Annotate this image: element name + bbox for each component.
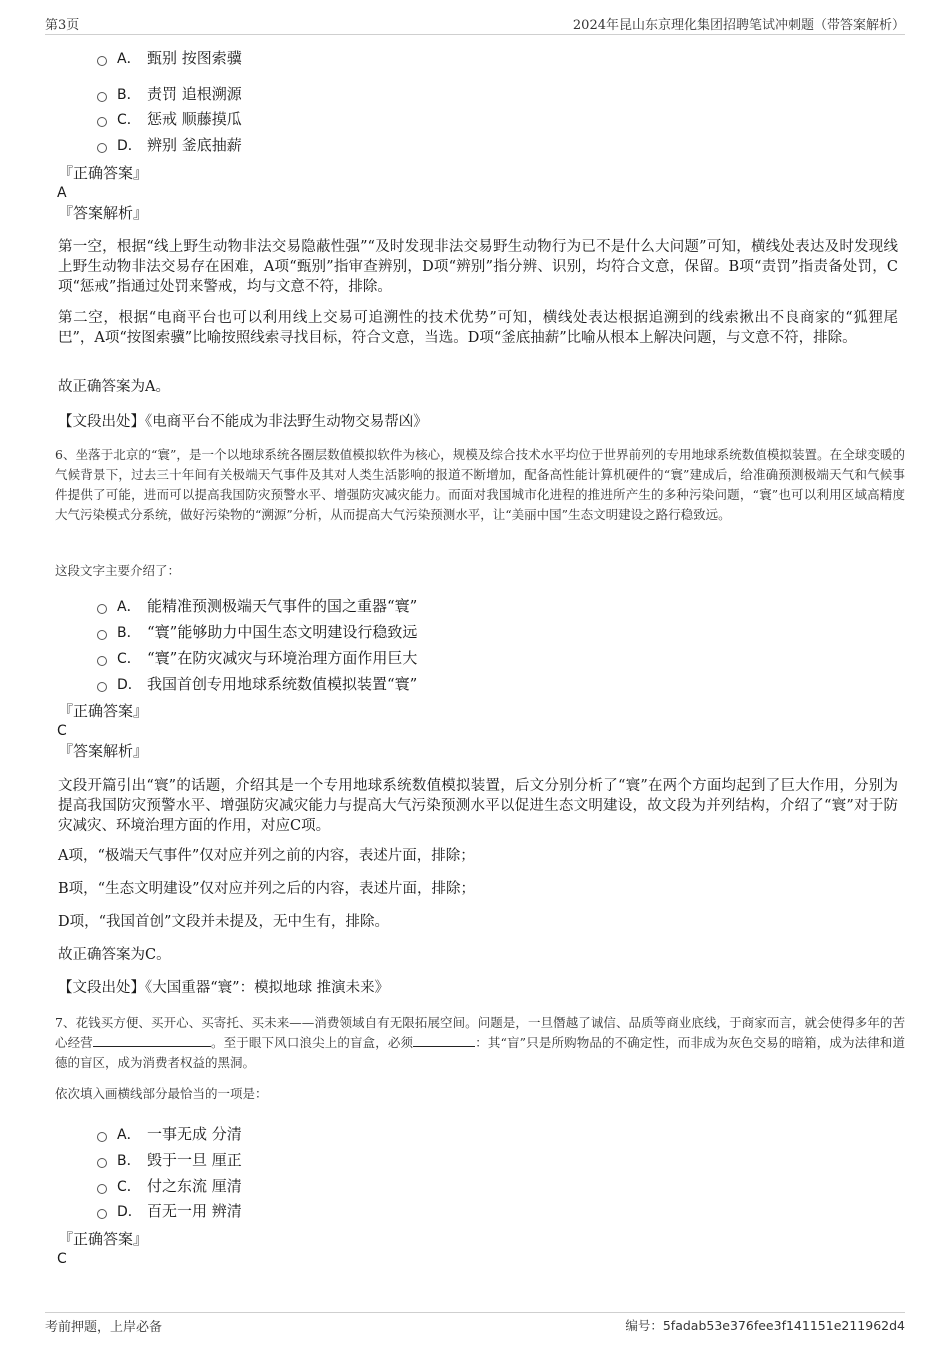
option-text: “寰”能够助力中国生态文明建设行稳致远 <box>147 623 418 641</box>
q6-option-d[interactable]: D． 我国首创专用地球系统数值模拟装置“寰” <box>97 674 417 694</box>
option-text: 百无一用 辨清 <box>147 1202 242 1220</box>
q6-analysis-label: 『答案解析』 <box>58 742 149 760</box>
q5-analysis-label: 『答案解析』 <box>58 204 149 222</box>
q5-answer: A <box>57 185 67 201</box>
option-text: 付之东流 厘清 <box>147 1177 242 1195</box>
radio-icon[interactable] <box>97 630 107 640</box>
q6-option-c[interactable]: C． “寰”在防灾减灾与环境治理方面作用巨大 <box>97 648 417 668</box>
q6-analysis-paragraph: D项，“我国首创”文段并未提及，无中生有，排除。 <box>58 914 389 930</box>
radio-icon[interactable] <box>97 682 107 692</box>
q6-source: 【文段出处】《大国重器“寰”：模拟地球 推演未来》 <box>58 980 390 996</box>
q7-stem: 7、花钱买方便、买开心、买寄托、买未来——消费领域自有无限拓展空间。问题是，一旦僭越了诚信、品质等商业底线，于商家而言，就会使得多年的苦心经营 。至于眼下风口浪尖上的盲盒，必须 ：其“盲”只是所购物品的不确定性，而非成为灰色交易的暗箱，成为法律和道德的盲区，成为消费者权益的黑洞。 <box>55 1015 905 1070</box>
q7-answer: C <box>57 1251 67 1267</box>
q7-answer-label: 『正确答案』 <box>58 1230 149 1248</box>
q6-stem: 6、坐落于北京的“寰”，是一个以地球系统各圈层数值模拟软件为核心，规模及综合技术水平均位于世界前列的专用地球系统数值模拟装置。在全球变暖的气候背景下，过去三十年间有关极端天气事件及其对人类生活影响的报道不断增加，配备高性能计算机硬件的“寰”建成后，给准确预测极端天气和气候事件提供了可能，进而可以提高我国防灾预警水平、增强防灾减灾能力。而面对我国城市化进程的推进所产生的多种污染问题，“寰”也可以利用区域高精度大气污染模式分系统，做好污染物的“溯源”分析，从而提高大气污染预测水平，让“美丽中国”生态文明建设之路行稳致远。 <box>55 447 905 522</box>
radio-icon[interactable] <box>97 1184 107 1194</box>
q7-prompt: 依次填入画横线部分最恰当的一项是： <box>55 1086 268 1101</box>
option-text: 能精准预测极端天气事件的国之重器“寰” <box>147 597 418 615</box>
q6-analysis-paragraph: 文段开篇引出“寰”的话题，介绍其是一个专用地球系统数值模拟装置，后文分别分析了“寰”在两个方面均起到了巨大作用，分别为提高我国防灾预警水平、增强防灾减灾能力与提高大气污染预测水平以促进生态文明建设，故文段为并列结构，介绍了“寰”对于防灾减灾、环境治理方面的作用，对应C项。 <box>58 778 898 834</box>
q7-option-b[interactable]: B． 毁于一旦 厘正 <box>97 1150 242 1170</box>
fill-blank <box>413 1034 475 1047</box>
footer-slogan: 考前押题，上岸必备 <box>45 1320 163 1335</box>
radio-icon[interactable] <box>97 92 107 102</box>
radio-icon[interactable] <box>97 56 107 66</box>
radio-icon[interactable] <box>97 117 107 127</box>
option-text: 惩戒 顺藤摸瓜 <box>147 110 242 128</box>
q6-analysis-conclusion: 故正确答案为C。 <box>58 947 171 963</box>
page-header <box>45 14 905 35</box>
radio-icon[interactable] <box>97 1158 107 1168</box>
option-text: 辨别 釜底抽薪 <box>147 136 242 154</box>
q5-option-b[interactable]: B． 责罚 追根溯源 <box>97 84 242 104</box>
radio-icon[interactable] <box>97 656 107 666</box>
q5-option-a[interactable]: A． 甄别 按图索骥 <box>97 48 242 68</box>
q7-option-a[interactable]: A． 一事无成 分清 <box>97 1124 242 1144</box>
fill-blank <box>93 1034 211 1047</box>
q6-prompt: 这段文字主要介绍了： <box>55 563 181 578</box>
option-text: 甄别 按图索骥 <box>147 49 242 67</box>
q6-answer-label: 『正确答案』 <box>58 702 149 720</box>
q7-option-c[interactable]: C． 付之东流 厘清 <box>97 1176 242 1196</box>
q5-analysis-paragraph: 第二空，根据“电商平台也可以利用线上交易可追溯性的技术优势”可知，横线处表达根据追溯到的线索揪出不良商家的“狐狸尾巴”，A项“按图索骥”比喻按照线索寻找目标，符合文意，当选。D项“釜底抽薪”比喻从根本上解决问题，与文意不符，排除。 <box>58 310 898 346</box>
option-text: 我国首创专用地球系统数值模拟装置“寰” <box>147 675 418 693</box>
q5-option-c[interactable]: C． 惩戒 顺藤摸瓜 <box>97 109 242 129</box>
q5-answer-label: 『正确答案』 <box>58 164 149 182</box>
q5-source: 【文段出处】《电商平台不能成为非法野生动物交易帮凶》 <box>58 414 428 430</box>
q6-analysis-paragraph: A项，“极端天气事件”仅对应并列之前的内容，表述片面，排除； <box>58 848 475 864</box>
radio-icon[interactable] <box>97 1132 107 1142</box>
radio-icon[interactable] <box>97 143 107 153</box>
option-text: “寰”在防灾减灾与环境治理方面作用巨大 <box>147 649 418 667</box>
radio-icon[interactable] <box>97 604 107 614</box>
q6-option-b[interactable]: B． “寰”能够助力中国生态文明建设行稳致远 <box>97 622 417 642</box>
q5-analysis-conclusion: 故正确答案为A。 <box>58 379 170 395</box>
page-number: 第3页 <box>45 18 80 33</box>
option-text: 责罚 追根溯源 <box>147 85 242 103</box>
option-text: 一事无成 分清 <box>147 1125 242 1143</box>
option-text: 毁于一旦 厘正 <box>147 1151 242 1169</box>
page-footer <box>45 1312 905 1337</box>
q7-option-d[interactable]: D． 百无一用 辨清 <box>97 1201 242 1221</box>
q6-option-a[interactable]: A． 能精准预测极端天气事件的国之重器“寰” <box>97 596 417 616</box>
q6-answer: C <box>57 723 67 739</box>
document-title: 2024年昆山东京理化集团招聘笔试冲刺题（带答案解析） <box>572 18 905 33</box>
q6-analysis-paragraph: B项，“生态文明建设”仅对应并列之后的内容，表述片面，排除； <box>58 881 475 897</box>
q5-analysis-paragraph: 第一空，根据“线上野生动物非法交易隐蔽性强”“及时发现非法交易野生动物行为已不是什么大问题”可知，横线处表达及时发现线上野生动物非法交易存在困难，A项“甄别”指审查辨别，D项“辨别”指分辨、识别，均符合文意，保留。B项“责罚”指责备处罚，C项“惩戒”指通过处罚来警戒，均与文意不符，排除。 <box>58 239 898 295</box>
q5-option-d[interactable]: D． 辨别 釜底抽薪 <box>97 135 242 155</box>
radio-icon[interactable] <box>97 1209 107 1219</box>
document-code: 编号：5fadab53e376fee3f141151e211962d4 <box>625 1318 905 1333</box>
